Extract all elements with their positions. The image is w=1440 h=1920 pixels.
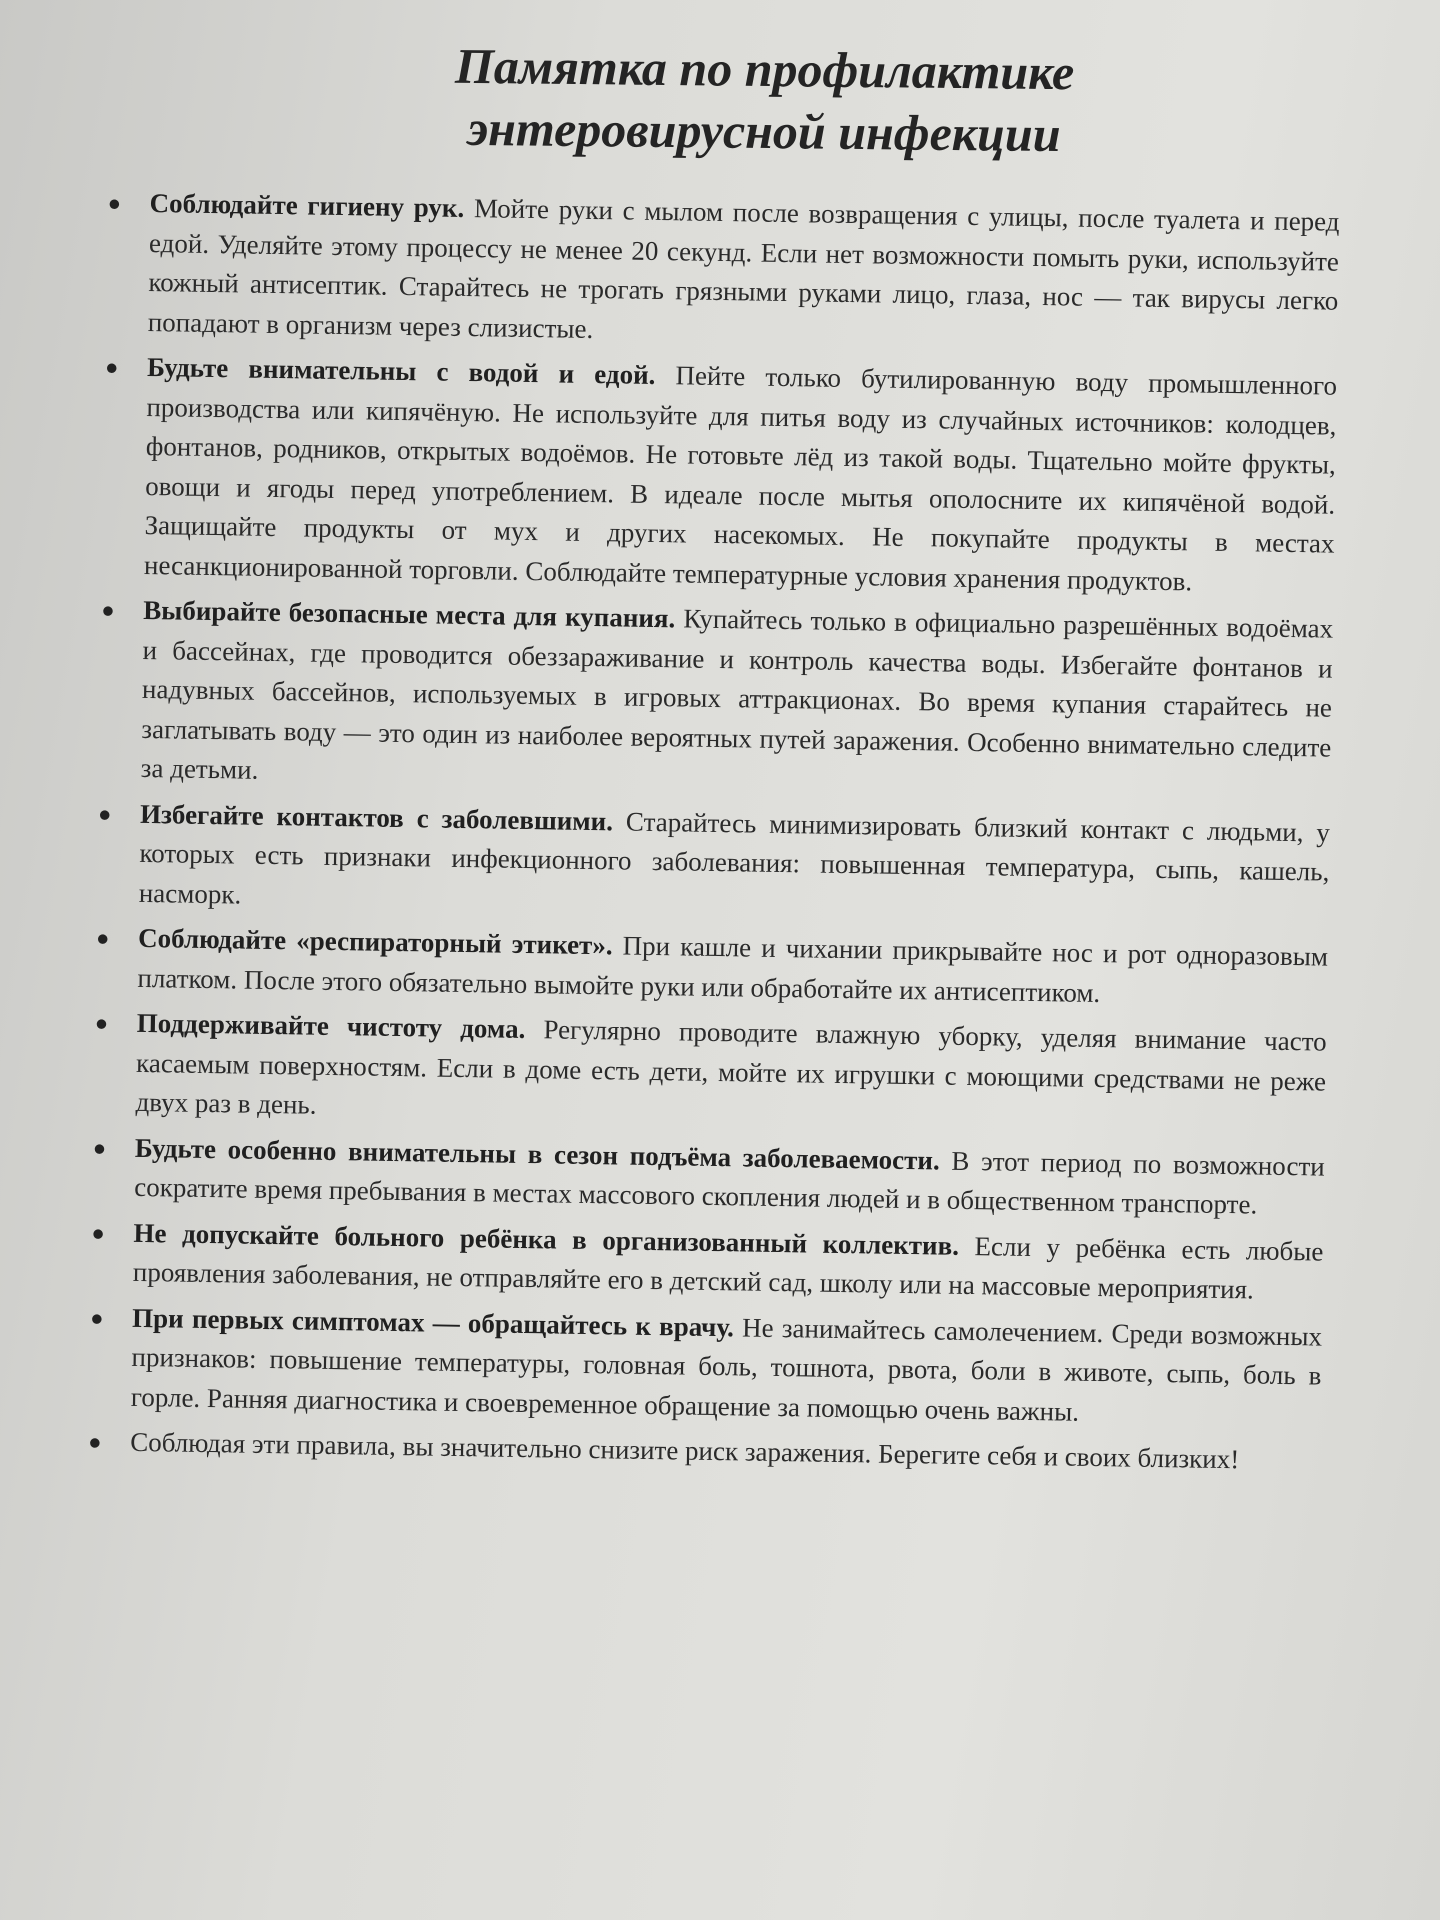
item-heading: Избегайте контактов с заболевшими. <box>139 798 614 836</box>
list-item-contacts <box>97 794 1331 937</box>
item-heading: Соблюдайте гигиену рук. <box>149 187 465 223</box>
item-text: В этот период по возможности сократите время пребывания в местах массового скопления людей и в общественном транспорте. <box>134 1145 1325 1220</box>
advice-list <box>88 184 1340 1481</box>
item-heading: Поддерживайте чистоту дома. <box>136 1007 526 1044</box>
item-text: Регулярно проводите влажную уборку, уделяя внимание часто касаемым поверхностям. Если в доме есть дети, мойте их игрушки с моющими средствами не реже двух раз в день. <box>135 1014 1327 1120</box>
bullet-icon: ● <box>91 1219 106 1245</box>
item-text: При кашле и чихании прикрывайте нос и рот одноразовым платком. После этого обязательно вымойте руки или обработайте их антисептиком. <box>137 930 1329 1008</box>
bullet-icon: ● <box>94 1010 109 1036</box>
title-line-2: энтеровирусной инфекции <box>467 99 1061 163</box>
item-text: Соблюдая эти правила, вы значительно снизите риск заражения. Берегите себя и своих близких! <box>130 1426 1240 1475</box>
item-heading: Соблюдайте «респираторный этикет». <box>137 922 613 961</box>
list-item-hand-hygiene <box>107 184 1340 367</box>
bullet-icon: ● <box>101 597 115 623</box>
list-item-clean-home <box>94 1004 1327 1147</box>
title-line-1: Памятка по профилактике <box>454 37 1075 101</box>
item-text: Не занимайтесь самолечением. Среди возможных признаков: повышение температуры, головная боль, тошнота, рвота, боли в животе, сыпь, боль в горле. Ранняя диагностика и своевременное обращение за помощью очень важны. <box>130 1311 1323 1427</box>
item-heading: Не допускайте больного ребёнка в организованный коллектив. <box>133 1217 960 1261</box>
item-text: Старайтесь минимизировать близкий контакт с людьми, у которых есть признаки инфекционного заболевания: повышенная температура, сыпь, кашель, насморк. <box>138 805 1331 910</box>
bullet-icon: ● <box>104 354 119 380</box>
item-text: Купайтесь только в официально разрешённых водоёмах и бассейнах, где проводится обеззараживание и контроль качества воды. Избегайте фонтанов и надувных бассейнов, используемых в игровых аттракционах. Во время купания старайтесь не заглатывать воду — это один из наиболее вероятных путей заражения. Особенно внимательно следите за детьми. <box>140 603 1334 785</box>
item-heading: Будьте особенно внимательны в сезон подъёма заболеваемости. <box>134 1132 940 1176</box>
item-text: Пейте только бутилированную воду промышленного производства или кипячёную. Не используйте для питья воду из случайных источников: колодцев, фонтанов, родников, открытых водоёмов. Не готовьте лёд из такой воды. Тщательно мойте фрукты, овощи и ягоды перед употреблением. В идеале после мытья ополосните их кипячёной водой. Защищайте продукты от мух и других насекомых. Не покупайте продукты в местах несанкционированной торговли. Соблюдайте температурные условия хранения продуктов. <box>143 359 1338 596</box>
bullet-icon: ● <box>92 1134 107 1160</box>
item-heading: Выбирайте безопасные места для купания. <box>143 594 676 634</box>
list-item-doctor <box>89 1298 1323 1441</box>
item-text: Если у ребёнка есть любые проявления заболевания, не отправляйте его в детский сад, школу или на массовые мероприятия. <box>132 1230 1324 1305</box>
bullet-icon: ● <box>95 925 110 951</box>
item-heading: При первых симптомах — обращайтесь к врачу. <box>131 1302 735 1342</box>
item-heading: Будьте внимательны с водой и едой. <box>146 351 656 390</box>
bullet-icon: ● <box>88 1429 102 1455</box>
bullet-icon: ● <box>97 800 112 826</box>
item-text: Мойте руки с мылом после возвращения с улицы, после туалета и перед едой. Уделяйте этому процессу не менее 20 секунд. Если нет возможности помыть руки, используйте кожный антисептик. Старайтесь не трогать грязными руками лицо, глаза, нос — так вирусы легко попадают в организм через слизистые. <box>147 192 1340 344</box>
bullet-icon: ● <box>107 190 122 216</box>
bullet-icon: ● <box>89 1304 104 1330</box>
list-item-water-food <box>104 348 1338 610</box>
document-title <box>0 30 1440 170</box>
list-item-swimming <box>101 591 1334 813</box>
